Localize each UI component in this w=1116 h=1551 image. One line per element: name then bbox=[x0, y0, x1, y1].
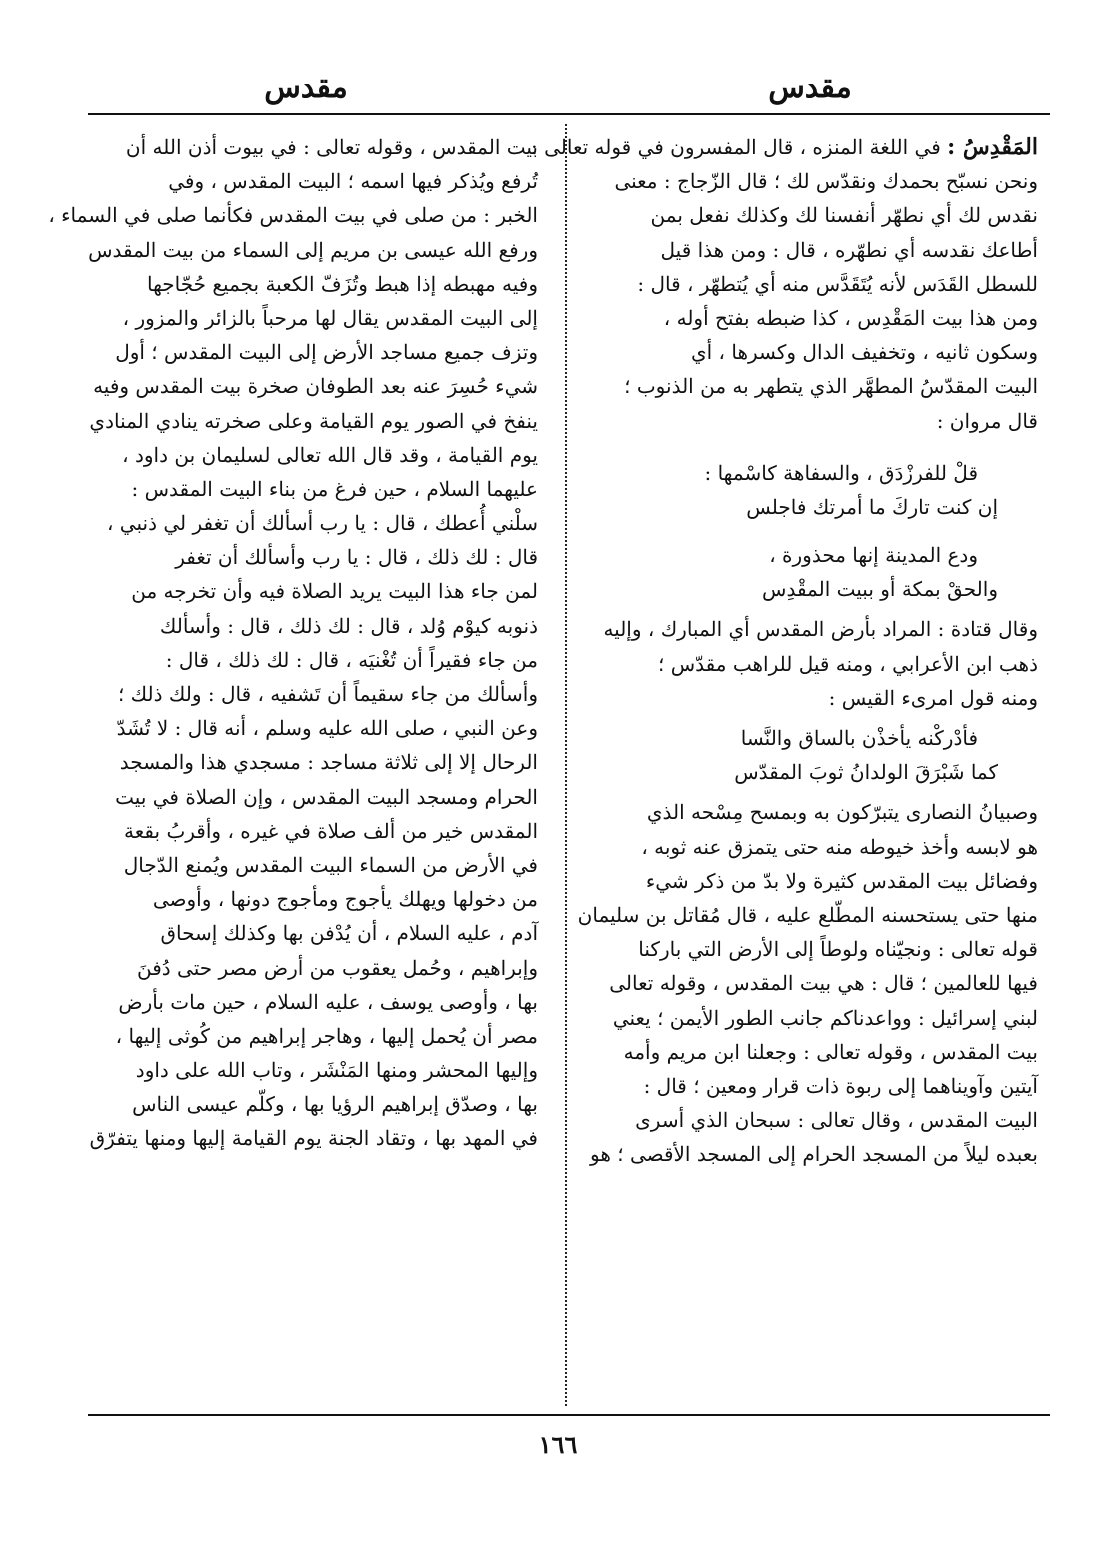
text-line: البيت المقدّسُ المطهَّر الذي يتطهر به من الذنوب ؛ bbox=[624, 374, 1038, 399]
text-line: البيت المقدس ، وقال تعالى : سبحان الذي أسرى bbox=[635, 1108, 1038, 1133]
text-line: ورفع الله عيسى بن مريم إلى السماء من بيت المقدس bbox=[88, 237, 538, 262]
text-line: من جاء فقيراً أن تُغْنيَه ، قال : لك ذلك ، قال : bbox=[165, 647, 538, 672]
text-line: وفضائل بيت المقدس كثيرة ولا بدّ من ذكر شيء bbox=[645, 868, 1038, 893]
text-line: للسطل القَدَس لأنه يُتَقَدَّس منه أي يُتطهّر ، قال : bbox=[637, 271, 1038, 296]
poem-verse: والحقْ بمكة أو ببيت المقْدِس bbox=[762, 577, 998, 602]
entry-headword: المَقْدِسُ : bbox=[947, 134, 1038, 160]
text-line: وإبراهيم ، وحُمل يعقوب من أرض مصر حتى دُفنَ bbox=[137, 955, 538, 980]
text-line: ومن هذا بيت المَقْدِس ، كذا ضبطه بفتح أوله ، bbox=[663, 305, 1038, 330]
poem-marwan bbox=[580, 456, 1038, 607]
text-line: الخبر : من صلى في بيت المقدس فكأنما صلى في السماء ، bbox=[48, 203, 538, 228]
text-line: في المهد بها ، وتقاد الجنة يوم القيامة إليها ومنها يتفرّق bbox=[89, 1126, 538, 1151]
text-line: بيت المقدس ، وقوله تعالى : في بيوت أذن الله أن bbox=[125, 135, 538, 159]
text-line: وفيه مهبطه إذا هبط وتُزَفّ الكعبة بجميع حُجّاجها bbox=[146, 271, 538, 296]
text-line: بعبده ليلاً من المسجد الحرام إلى المسجد الأقصى ؛ هو bbox=[590, 1142, 1038, 1167]
text-line: ومنه قول امرىء القيس : bbox=[828, 685, 1038, 710]
text-line: بيت المقدس ، وقوله تعالى : وجعلنا ابن مريم وأمه bbox=[623, 1039, 1038, 1064]
text-line: إلى البيت المقدس يقال لها مرحباً بالزائر والمزور ، bbox=[122, 305, 538, 330]
text-line: قوله تعالى : ونجيّناه ولوطاً إلى الأرض التي باركنا bbox=[638, 937, 1038, 962]
running-header-left: مقدس bbox=[264, 70, 348, 105]
text-line: سلْني أُعطك ، قال : يا رب أسألك أن تغفر لي ذنبي ، bbox=[106, 511, 538, 536]
text-line: لمن جاء هذا البيت يريد الصلاة فيه وأن تخرجه من bbox=[131, 579, 538, 604]
text-line: نقدس لك أي نطهّر أنفسنا لك وكذلك نفعل بمن bbox=[650, 203, 1038, 228]
text-line: بها ، وصدّق إبراهيم الرؤيا بها ، وكلّم عيسى الناس bbox=[132, 1092, 538, 1117]
text-line: الرحال إلا إلى ثلاثة مساجد : مسجدي هذا والمسجد bbox=[119, 750, 538, 775]
text-line: منها حتى يستحسنه المطّلع عليه ، قال مُقاتل بن سليمان bbox=[577, 902, 1038, 927]
text-line: لبني إسرائيل : وواعدناكم جانب الطور الأيمن ؛ يعني bbox=[612, 1005, 1038, 1030]
text-line: وقال قتادة : المراد بأرض المقدس أي المبارك ، وإليه bbox=[603, 617, 1038, 642]
poem-verse: إن كنت تاركَ ما أمرتك فاجلس bbox=[746, 494, 998, 519]
left-column bbox=[48, 130, 538, 1402]
text-line bbox=[530, 130, 1038, 164]
text-line: وعن النبي ، صلى الله عليه وسلم ، أنه قال : لا تُشَدّ bbox=[116, 716, 538, 741]
column-divider bbox=[565, 124, 567, 1406]
poem-verse: ودع المدينة إنها محذورة ، bbox=[769, 543, 978, 568]
text-line: بها ، وأوصى يوسف ، عليه السلام ، حين مات بأرض bbox=[118, 989, 538, 1014]
text-line: ينفخ في الصور يوم القيامة وعلى صخرته ينادي المنادي bbox=[89, 408, 538, 433]
poem-imru-al-qais bbox=[580, 721, 1038, 789]
poem-verse: كما شَبْرَقَ الولدانُ ثوبَ المقدّس bbox=[734, 760, 998, 785]
text-line: ذنوبه كيوْم وُلد ، قال : لك ذلك ، قال : وأسألك bbox=[159, 613, 538, 638]
text-line: يوم القيامة ، وقد قال الله تعالى لسليمان بن داود ، bbox=[122, 442, 538, 467]
text-line: وصبيانُ النصارى يتبرّكون به وبمسح مِسْحه الذي bbox=[646, 800, 1038, 825]
text-line: هو لابسه وأخذ خيوطه منه حتى يتمزق عنه ثوبه ، bbox=[641, 834, 1038, 859]
text-line: تُرفع ويُذكر فيها اسمه ؛ البيت المقدس ، وفي bbox=[168, 169, 538, 194]
text-line: المقدس خير من ألف صلاة في غيره ، وأقربُ بقعة bbox=[124, 818, 538, 843]
top-rule bbox=[88, 113, 1050, 115]
text-line: قال : لك ذلك ، قال : يا رب وأسألك أن تغفر bbox=[175, 545, 538, 570]
text-line: آدم ، عليه السلام ، أن يُدْفن بها وكذلك إسحاق bbox=[160, 921, 538, 946]
text-line: من دخولها ويهلك يأجوج ومأجوج دونها ، وأوصى bbox=[152, 887, 538, 912]
poem-verse: فأدْركْنه يأخذْن بالساق والنَّسا bbox=[740, 726, 978, 750]
text-line: فيها للعالمين ؛ قال : هي بيت المقدس ، وقوله تعالى bbox=[609, 971, 1038, 996]
text-line: في الأرض من السماء البيت المقدس ويُمنع الدّجال bbox=[123, 852, 538, 877]
entry-text: في اللغة المنزه ، قال المفسرون في قوله تعالى : bbox=[530, 135, 941, 159]
text-line: ونحن نسبّح بحمدك ونقدّس لك ؛ قال الزّجاج : معنى bbox=[614, 169, 1038, 194]
right-column bbox=[530, 130, 1038, 1402]
page-number: ١٦٦ bbox=[538, 1430, 578, 1459]
text-line: عليهما السلام ، حين فرغ من بناء البيت المقدس : bbox=[131, 476, 538, 501]
text-line: وإليها المحشر ومنها المَنْشَر ، وتاب الله على داود bbox=[135, 1058, 538, 1083]
text-line: مصر أن يُحمل إليها ، وهاجر إبراهيم من كُوثى إليها ، bbox=[115, 1023, 538, 1048]
text-line: قال مروان : bbox=[936, 408, 1038, 433]
text-line: ذهب ابن الأعرابي ، ومنه قيل للراهب مقدّس ؛ bbox=[658, 651, 1038, 676]
text-line: وسكون ثانيه ، وتخفيف الدال وكسرها ، أي bbox=[690, 340, 1038, 365]
poem-verse: قلْ للفرزْدَق ، والسفاهة كاسْمها : bbox=[704, 460, 978, 485]
running-header-right: مقدس bbox=[768, 70, 852, 105]
text-line: وتزف جميع مساجد الأرض إلى البيت المقدس ؛ أول bbox=[115, 340, 538, 365]
text-line: الحرام ومسجد البيت المقدس ، وإن الصلاة في بيت bbox=[115, 784, 538, 809]
bottom-rule bbox=[88, 1414, 1050, 1416]
text-line: أطاعك نقدسه أي نطهّره ، قال : ومن هذا قيل bbox=[660, 237, 1038, 262]
text-line: وأسألك من جاء سقيماً أن تَشفيه ، قال : ولك ذلك ؛ bbox=[117, 682, 538, 706]
text-line: آيتين وآويناهما إلى ربوة ذات قرار ومعين ؛ قال : bbox=[643, 1073, 1038, 1098]
text-line: شيء حُسِرَ عنه بعد الطوفان صخرة بيت المقدس وفيه bbox=[93, 374, 538, 399]
